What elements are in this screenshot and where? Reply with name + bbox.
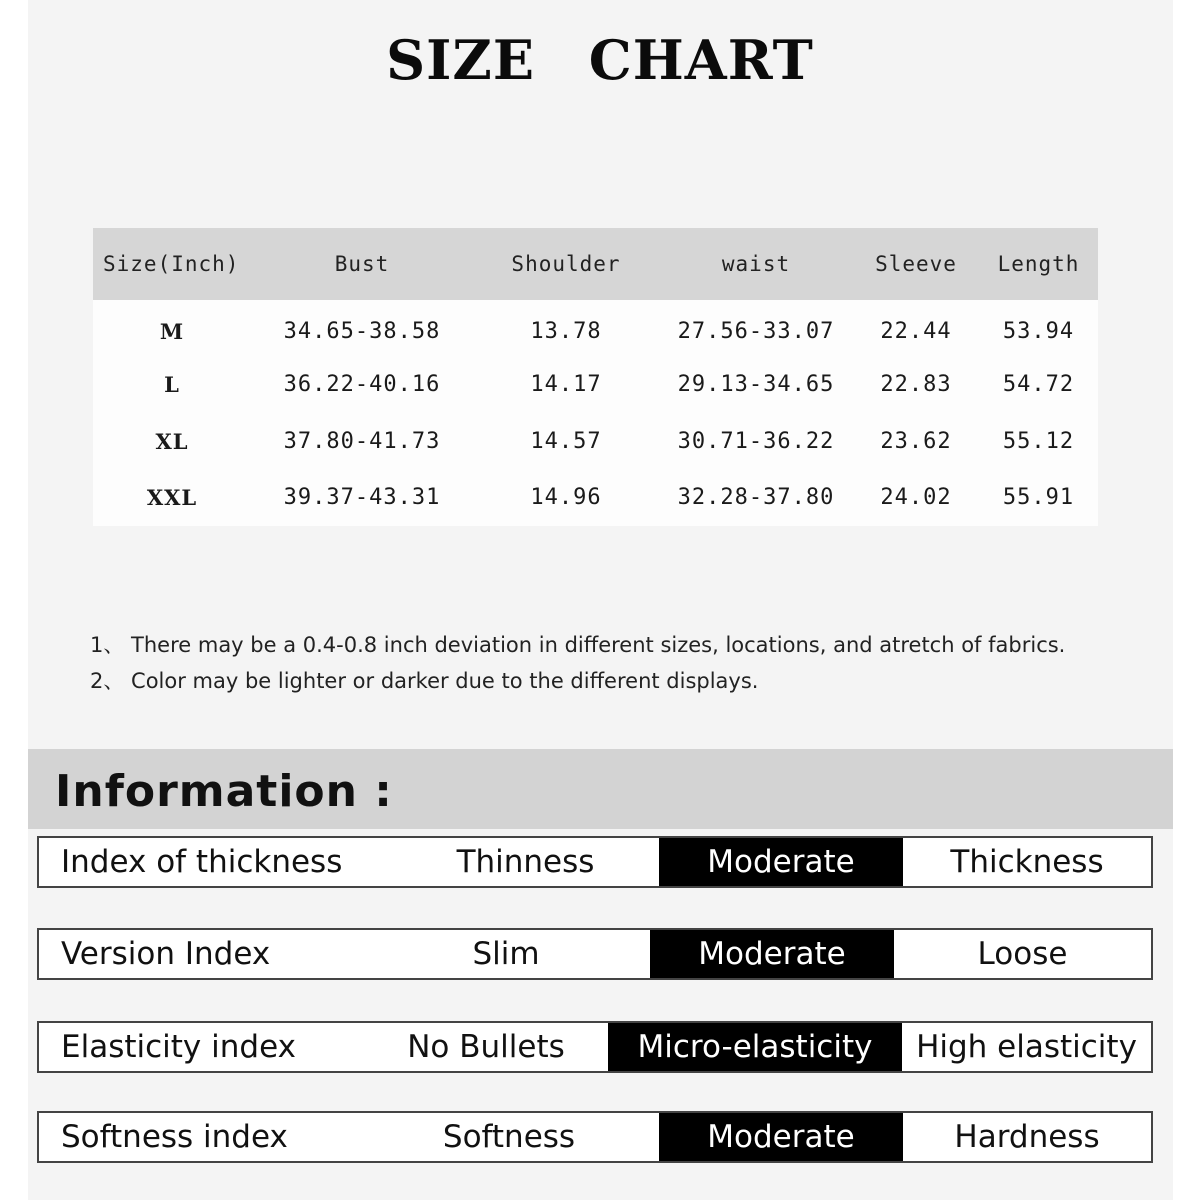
index-row-softness bbox=[37, 1111, 1153, 1163]
table-row bbox=[93, 413, 1098, 470]
cell-bust: 34.65-38.58 bbox=[283, 318, 441, 344]
index-row-version bbox=[37, 928, 1153, 980]
header-waist: waist bbox=[721, 252, 791, 276]
page-title: SIZE CHART bbox=[386, 28, 814, 92]
cell-bust: 36.22-40.16 bbox=[283, 372, 441, 398]
index-row-elasticity bbox=[37, 1021, 1153, 1073]
cell-length: 54.72 bbox=[1002, 372, 1075, 398]
cell-size: M bbox=[159, 318, 185, 344]
index-option: Hardness bbox=[954, 1119, 1100, 1155]
cell-shoulder: 14.17 bbox=[530, 372, 602, 398]
cell-bust: 39.37-43.31 bbox=[283, 485, 441, 511]
header-bust: Bust bbox=[334, 252, 390, 276]
index-label: Version Index bbox=[61, 936, 271, 972]
header-length: Length bbox=[997, 252, 1080, 276]
size-table bbox=[93, 228, 1098, 526]
index-option: No Bullets bbox=[407, 1029, 565, 1065]
index-option: Loose bbox=[977, 936, 1068, 972]
cell-sleeve: 22.83 bbox=[880, 372, 952, 398]
index-label: Softness index bbox=[61, 1119, 288, 1155]
index-row-thickness bbox=[37, 836, 1153, 888]
cell-waist: 30.71-36.22 bbox=[677, 428, 835, 454]
index-option-selected: Micro-elasticity bbox=[608, 1023, 902, 1071]
index-option-selected: Moderate bbox=[659, 838, 903, 886]
cell-shoulder: 14.96 bbox=[530, 485, 602, 511]
cell-sleeve: 24.02 bbox=[880, 485, 952, 511]
cell-bust: 37.80-41.73 bbox=[283, 428, 441, 454]
cell-length: 55.91 bbox=[1002, 485, 1075, 511]
cell-shoulder: 14.57 bbox=[530, 428, 602, 454]
table-row bbox=[93, 470, 1098, 527]
cell-sleeve: 22.44 bbox=[880, 318, 952, 344]
index-option: High elasticity bbox=[916, 1029, 1137, 1065]
cell-length: 55.12 bbox=[1002, 428, 1075, 454]
cell-waist: 27.56-33.07 bbox=[677, 318, 835, 344]
table-header-row bbox=[93, 228, 1098, 300]
index-option: Slim bbox=[472, 936, 540, 972]
index-option: Thickness bbox=[950, 844, 1104, 880]
info-title: Information : bbox=[55, 766, 393, 817]
index-option: Softness bbox=[442, 1119, 576, 1155]
cell-size: XXL bbox=[146, 485, 198, 511]
cell-sleeve: 23.62 bbox=[880, 428, 952, 454]
index-label: Elasticity index bbox=[61, 1029, 296, 1065]
cell-size: XL bbox=[155, 428, 189, 454]
index-option: Thinness bbox=[456, 844, 595, 880]
note-item: 2、 Color may be lighter or darker due to the different displays. bbox=[90, 669, 759, 693]
cell-length: 53.94 bbox=[1002, 318, 1075, 344]
cell-size: L bbox=[164, 372, 180, 398]
cell-shoulder: 13.78 bbox=[530, 318, 602, 344]
header-size: Size(Inch) bbox=[103, 252, 240, 276]
index-label: Index of thickness bbox=[61, 844, 343, 880]
note-item: 1、 There may be a 0.4-0.8 inch deviation in different sizes, locations, and atretch of fabrics. bbox=[90, 633, 1066, 657]
cell-waist: 32.28-37.80 bbox=[677, 485, 835, 511]
index-option-selected: Moderate bbox=[650, 930, 894, 978]
cell-waist: 29.13-34.65 bbox=[677, 372, 835, 398]
header-shoulder: Shoulder bbox=[511, 252, 621, 276]
header-sleeve: Sleeve bbox=[875, 252, 957, 276]
index-option-selected: Moderate bbox=[659, 1113, 903, 1161]
page-background bbox=[28, 0, 1173, 1200]
table-row bbox=[93, 357, 1098, 414]
table-row bbox=[93, 300, 1098, 357]
notes bbox=[90, 627, 1065, 699]
